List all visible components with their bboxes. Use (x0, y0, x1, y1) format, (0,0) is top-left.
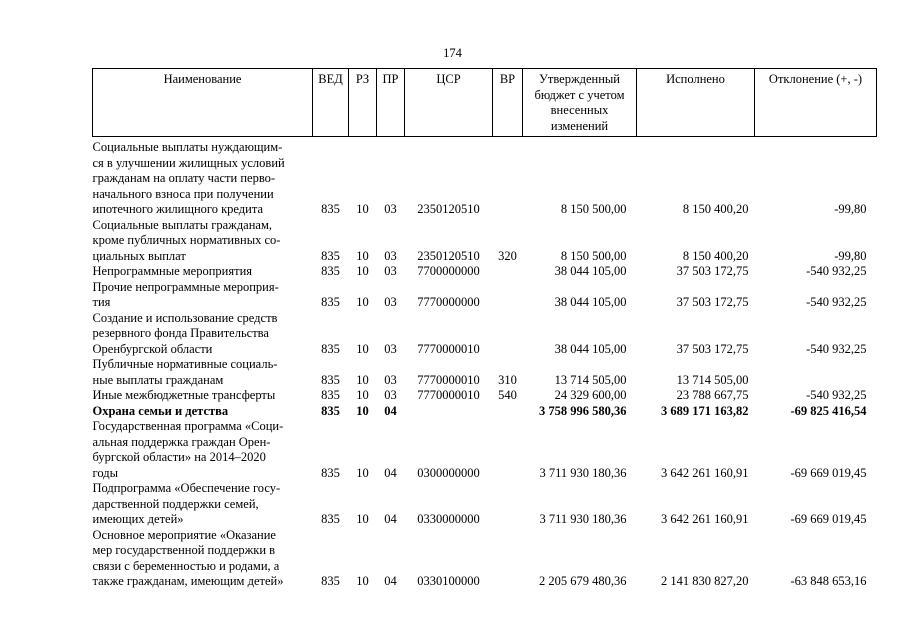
cell-vr (493, 404, 523, 420)
cell-ved: 835 (321, 388, 340, 402)
cell-deviation: -99,80 (834, 202, 867, 216)
cell-vr: 310 (498, 372, 517, 387)
cell-approved: 3 711 930 180,36 (539, 512, 627, 526)
cell-ved: 835 (321, 264, 340, 278)
cell-csr: 7700000000 (417, 264, 480, 278)
cell-name: Непрограммные мероприятия (92, 264, 253, 278)
header-rz: РЗ (349, 69, 377, 137)
cell-deviation: -63 848 653,16 (790, 574, 867, 588)
cell-csr: 2350120510 (417, 202, 480, 216)
cell-rz: 10 (356, 372, 369, 387)
cell-rz: 10 (356, 388, 369, 402)
header-ved: ВЕД (313, 69, 349, 137)
cell-rz: 10 (356, 202, 369, 216)
table-row (93, 404, 877, 420)
cell-name: Иные межбюджетные трансферты (92, 388, 276, 402)
cell-approved: 13 714 505,00 (554, 372, 627, 387)
cell-pr: 04 (384, 574, 397, 588)
cell-ved: 835 (321, 372, 340, 387)
cell-vr (493, 280, 523, 311)
cell-name: Охрана семьи и детства (92, 403, 229, 418)
cell-ved: 835 (321, 465, 340, 480)
cell-executed: 3 642 261 160,91 (661, 465, 749, 480)
cell-deviation: -69 669 019,45 (790, 512, 867, 526)
cell-executed: 37 503 172,75 (676, 341, 749, 356)
cell-vr (493, 481, 523, 528)
cell-pr: 03 (384, 264, 397, 278)
cell-approved: 3 758 996 580,36 (539, 403, 627, 418)
cell-vr (493, 528, 523, 590)
cell-ved: 835 (321, 248, 340, 263)
cell-name: Основное мероприятие «Оказание мер государственной поддержки в связи с беременностью и родами, а также гражданам, имеющим детей» (92, 527, 284, 588)
table-row (93, 311, 877, 358)
cell-approved: 38 044 105,00 (554, 264, 627, 278)
cell-vr (493, 264, 523, 280)
cell-executed: 3 642 261 160,91 (661, 512, 749, 526)
cell-pr: 04 (384, 465, 397, 480)
table-row (93, 218, 877, 265)
table-row (93, 280, 877, 311)
cell-executed: 8 150 400,20 (682, 202, 749, 216)
cell-pr: 03 (384, 202, 397, 216)
cell-pr: 03 (384, 372, 397, 387)
table-row (93, 357, 877, 388)
cell-ved: 835 (321, 512, 340, 526)
cell-csr: 0300000000 (417, 465, 480, 480)
cell-pr: 03 (384, 248, 397, 263)
header-approved: Утвержденный бюджет с учетом внесенных изменений (523, 69, 637, 137)
cell-deviation: -69 825 416,54 (790, 403, 867, 418)
cell-vr: 540 (498, 388, 517, 402)
table-body (93, 137, 877, 590)
header-executed: Исполнено (637, 69, 755, 137)
header-vr: ВР (493, 69, 523, 137)
table-header-row (93, 69, 877, 137)
cell-rz: 10 (356, 248, 369, 263)
table-row (93, 481, 877, 528)
table-row (93, 137, 877, 218)
cell-approved: 24 329 600,00 (554, 388, 627, 402)
cell-ved: 835 (321, 202, 340, 216)
cell-approved: 2 205 679 480,36 (539, 574, 627, 588)
cell-csr: 2350120510 (417, 248, 480, 263)
cell-ved: 835 (321, 574, 340, 588)
cell-executed: 3 689 171 163,82 (661, 403, 749, 418)
cell-rz: 10 (356, 295, 369, 309)
cell-deviation: -69 669 019,45 (790, 465, 867, 480)
cell-csr: 7770000010 (417, 341, 480, 356)
cell-name: Публичные нормативные социаль- ные выплаты гражданам (92, 357, 278, 387)
cell-pr: 04 (384, 512, 397, 526)
header-csr: ЦСР (405, 69, 493, 137)
table-row (93, 419, 877, 481)
cell-rz: 10 (356, 465, 369, 480)
cell-rz: 10 (356, 574, 369, 588)
cell-deviation (755, 357, 877, 388)
table-row (93, 388, 877, 404)
cell-approved: 8 150 500,00 (560, 202, 627, 216)
cell-approved: 3 711 930 180,36 (539, 465, 627, 480)
cell-ved: 835 (321, 403, 340, 418)
cell-deviation: -540 932,25 (806, 264, 867, 278)
cell-executed: 23 788 667,75 (676, 388, 749, 402)
cell-csr: 7770000000 (417, 295, 480, 309)
cell-rz: 10 (356, 403, 369, 418)
header-name: Наименование (93, 69, 313, 137)
cell-name: Подпрограмма «Обеспечение госу- дарственной поддержки семей, имеющих детей» (92, 481, 281, 526)
cell-csr: 7770000010 (417, 388, 480, 402)
cell-executed: 37 503 172,75 (676, 295, 749, 309)
cell-pr: 03 (384, 388, 397, 402)
cell-executed: 13 714 505,00 (676, 372, 749, 387)
cell-csr: 0330100000 (417, 574, 480, 588)
cell-pr: 04 (384, 403, 397, 418)
cell-deviation: -99,80 (834, 248, 867, 263)
cell-approved: 38 044 105,00 (554, 295, 627, 309)
cell-csr: 0330000000 (417, 512, 480, 526)
cell-rz: 10 (356, 512, 369, 526)
cell-vr: 320 (498, 248, 517, 263)
header-pr: ПР (377, 69, 405, 137)
cell-deviation: -540 932,25 (806, 295, 867, 309)
table-row (93, 528, 877, 590)
cell-rz: 10 (356, 341, 369, 356)
cell-csr: 7770000010 (417, 372, 480, 387)
table-row (93, 264, 877, 280)
cell-name: Социальные выплаты нуждающим- ся в улучшении жилищных условий гражданам на оплату части перво- начального взноса при получении ипотечного жилищного кредита (92, 140, 285, 216)
cell-approved: 38 044 105,00 (554, 341, 627, 356)
budget-execution-table (92, 68, 877, 590)
cell-deviation: -540 932,25 (806, 388, 867, 402)
cell-csr (405, 404, 493, 420)
cell-pr: 03 (384, 341, 397, 356)
cell-executed: 37 503 172,75 (676, 264, 749, 278)
cell-name: Государственная программа «Соци- альная поддержка граждан Орен- бургской области» на 2014–2020 годы (92, 419, 284, 480)
header-deviation: Отклонение (+, -) (755, 69, 877, 137)
cell-vr (493, 137, 523, 218)
cell-ved: 835 (321, 295, 340, 309)
cell-rz: 10 (356, 264, 369, 278)
cell-name: Социальные выплаты гражданам, кроме публичных нормативных со- циальных выплат (92, 217, 281, 263)
cell-vr (493, 311, 523, 358)
cell-ved: 835 (321, 341, 340, 356)
cell-name: Прочие непрограммные мероприя- тия (92, 279, 279, 309)
cell-executed: 8 150 400,20 (682, 248, 749, 263)
page-number: 174 (443, 46, 462, 60)
cell-vr (493, 419, 523, 481)
cell-pr: 03 (384, 295, 397, 309)
cell-deviation: -540 932,25 (806, 341, 867, 356)
cell-executed: 2 141 830 827,20 (661, 574, 749, 588)
cell-name: Создание и использование средств резервного фонда Правительства Оренбургской области (92, 310, 278, 356)
cell-approved: 8 150 500,00 (560, 248, 627, 263)
